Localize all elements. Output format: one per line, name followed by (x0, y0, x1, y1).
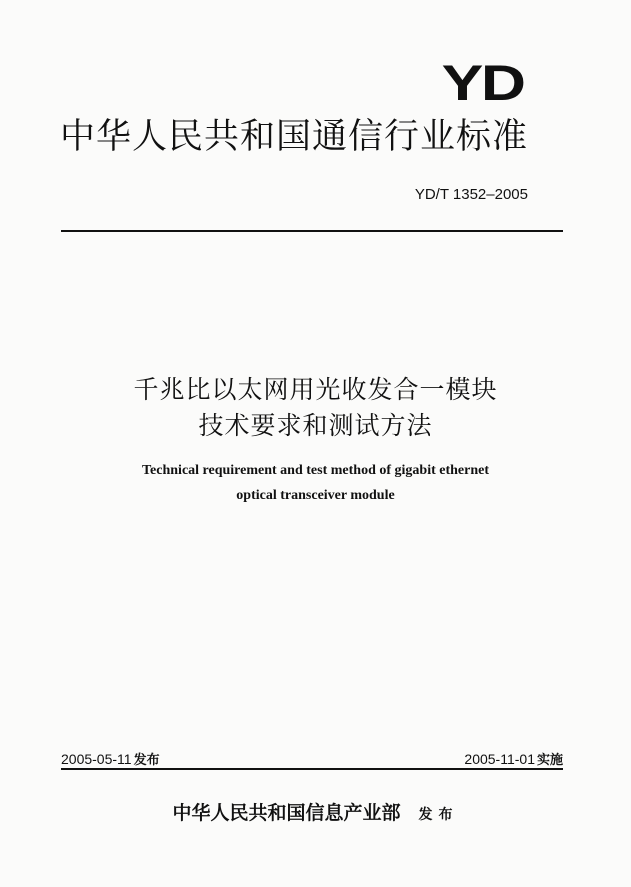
title-chinese-line-1: 千兆比以太网用光收发合一模块 (133, 375, 498, 404)
standard-category: 中华人民共和国通信行业标准 (60, 117, 529, 157)
release-date-block (61, 749, 160, 768)
publisher-block (0, 798, 631, 825)
standard-number: YD/T 1352–2005 (414, 186, 528, 203)
implementation-date-block (464, 749, 563, 768)
title-english-line-2: optical transceiver module (236, 488, 395, 503)
yd-logo: YD (441, 55, 523, 111)
release-date: 2005-05-11 (61, 751, 132, 767)
implementation-date: 2005-11-01 (464, 751, 535, 767)
bottom-divider (61, 768, 563, 770)
top-divider (61, 230, 563, 232)
publisher-action: 发布 (418, 807, 459, 823)
release-label: 发布 (133, 753, 160, 768)
title-chinese-line-2: 技术要求和测试方法 (198, 411, 433, 440)
publisher-name: 中华人民共和国信息产业部 (172, 802, 401, 824)
title-english-line-1: Technical requirement and test method of gigabit ethernet (142, 463, 489, 478)
implementation-label: 实施 (536, 753, 563, 768)
